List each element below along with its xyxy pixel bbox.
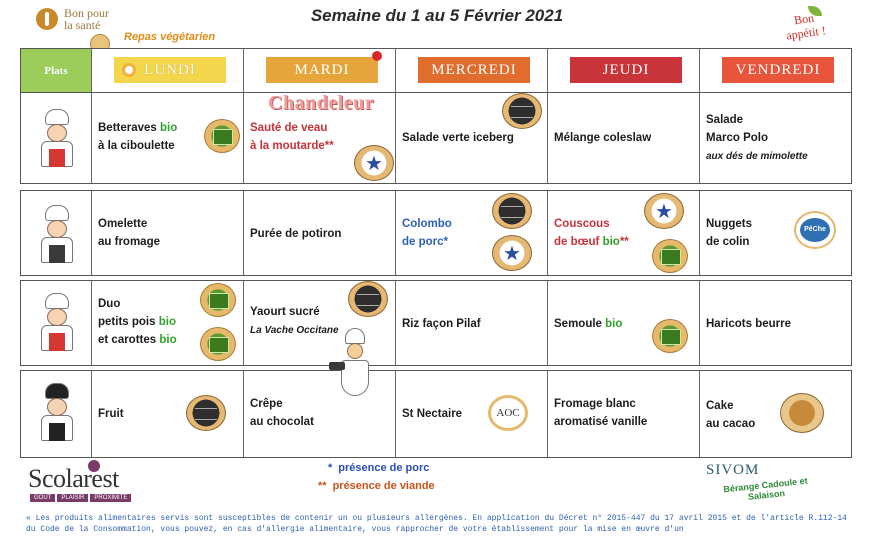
cherry-icon: [372, 51, 382, 61]
dish-text: Nuggets de colin: [706, 218, 752, 248]
chef-icon: [35, 383, 79, 443]
dish-text: Crêpe au chocolat: [250, 398, 314, 428]
day-label: VENDREDI: [735, 61, 821, 78]
chef-icon: [35, 293, 79, 353]
table-row-mains: [20, 190, 852, 276]
day-banner: [266, 57, 378, 83]
tag-proximite: PROXIMITÉ: [90, 494, 131, 502]
scolarest-tagline: [30, 494, 131, 502]
dish-cell: [395, 371, 547, 457]
dish-cell: [91, 93, 243, 183]
organic-label-icon: [200, 283, 236, 317]
table-row-desserts: [20, 370, 852, 458]
homemade-label-icon: [780, 393, 824, 433]
dish-cell: [243, 191, 395, 275]
dish-text: Fromage blanc aromatisé vanille: [554, 398, 648, 428]
dish-text: Yaourt sucré La Vache Occitane: [250, 306, 339, 336]
allergen-notice: « Les produits alimentaires servis sont susceptibles de contenir un ou plusieurs allergènes. En application du Décret n° 2015-447 du 17 avril 2015 et de l'article R.112-14 du Code de la Consommation, vous pouvez, en cas d'allergie alimentaire, vous rapprocher de votre établissement pour la mise en œuvre d'un: [26, 514, 847, 534]
dish-text: Purée de potiron: [250, 228, 342, 240]
girl-chef-icon: [335, 328, 375, 406]
dish-text: Colombo de porc*: [402, 218, 452, 248]
dish-cell: [699, 281, 851, 365]
dish-text: St Nectaire: [402, 408, 463, 420]
day-header-mardi: [243, 49, 395, 92]
flower-icon: [122, 63, 136, 77]
sustainable-fishing-icon: PêChe: [794, 211, 836, 249]
dish-cell: [395, 191, 547, 275]
local-product-icon: [502, 93, 542, 129]
menu-table: [20, 48, 852, 458]
organic-label-icon: [200, 327, 236, 361]
aoc-label-icon: AOC: [488, 395, 528, 431]
chandeleur-banner: Chandeleur: [268, 92, 375, 114]
plats-header: Plats: [21, 49, 91, 92]
legend-pork-text: présence de porc: [338, 462, 430, 474]
french-origin-icon: [492, 235, 532, 271]
vegetarian-label: Repas végétarien: [124, 31, 216, 43]
dish-cell: [547, 371, 699, 457]
page-title: Semaine du 1 au 5 Février 2021: [310, 6, 564, 25]
table-row-starters: [20, 92, 852, 184]
legend-meat-text: présence de viande: [332, 480, 435, 492]
day-header-mercredi: [395, 49, 547, 92]
day-banner: [570, 57, 682, 83]
dish-text: Fruit: [98, 408, 124, 420]
chef-cell: [21, 371, 91, 457]
day-label: MARDI: [294, 61, 350, 78]
dish-cell: [395, 281, 547, 365]
legend-meat: [318, 480, 435, 492]
day-banner: [418, 57, 530, 83]
day-label: MERCREDI: [431, 61, 517, 78]
dish-text: Haricots beurre: [706, 318, 792, 330]
bon-appetit-line2: appétit !: [785, 23, 827, 43]
sivom-logo: SIVOM: [706, 462, 760, 478]
french-origin-icon: [354, 145, 394, 181]
dish-cell: [395, 93, 547, 183]
dish-cell: [547, 281, 699, 365]
dish-text: Salade verte iceberg: [402, 132, 514, 144]
dish-text: Mélange coleslaw: [554, 132, 652, 144]
dish-cell: [91, 371, 243, 457]
organic-label-icon: [652, 319, 688, 353]
dish-text: Duo petits pois bio et carottes bio: [98, 298, 177, 346]
sivom-subtitle: Bérange Cadoule et Salaison: [722, 475, 809, 502]
local-product-icon: [348, 281, 388, 317]
dish-text: Semoule bio: [554, 318, 623, 330]
day-header-lundi: [91, 49, 243, 92]
dish-cell: [699, 371, 851, 457]
dish-text: Sauté de veau à la moutarde**: [250, 122, 334, 152]
organic-label-icon: [652, 239, 688, 273]
day-banner: [722, 57, 834, 83]
table-header-row: [20, 48, 852, 92]
dish-cell: [91, 191, 243, 275]
organic-label-icon: [204, 119, 240, 153]
tag-plaisir: PLAISIR: [57, 494, 88, 502]
dish-text: Riz façon Pilaf: [402, 318, 481, 330]
local-product-icon: [186, 395, 226, 431]
chef-cell: [21, 93, 91, 183]
day-label: JEUDI: [602, 61, 650, 78]
french-origin-icon: [644, 193, 684, 229]
logo-line1: Bon pour: [64, 6, 109, 20]
local-product-icon: [492, 193, 532, 229]
legend-meat-marker: **: [318, 480, 327, 492]
tag-gout: GOÛT: [30, 494, 55, 502]
dish-text: Omelette au fromage: [98, 218, 160, 248]
dish-cell: [547, 191, 699, 275]
chef-cell: [21, 281, 91, 365]
bon-appetit-line1: Bon: [793, 10, 815, 28]
day-banner: [114, 57, 226, 83]
chef-icon: [35, 205, 79, 265]
dish-text: Cake au cacao: [706, 400, 756, 430]
day-label: LUNDI: [144, 61, 196, 78]
dish-text: Salade Marco Polo aux dés de mimolette: [706, 114, 808, 162]
legend-pork: [328, 462, 429, 474]
dish-cell: [547, 93, 699, 183]
logo-line2: la santé: [64, 18, 101, 32]
chef-cell: [21, 191, 91, 275]
dish-text: Couscous de bœuf bio**: [554, 218, 629, 248]
chef-icon: [35, 109, 79, 169]
scolarest-logo: Scolarest: [28, 464, 119, 493]
dish-cell: [91, 281, 243, 365]
dish-cell: [699, 191, 851, 275]
dish-text: Betteraves bio à la ciboulette: [98, 122, 178, 152]
table-row-sides: [20, 280, 852, 366]
dish-cell: [699, 93, 851, 183]
day-header-vendredi: [699, 49, 851, 92]
day-header-jeudi: [547, 49, 699, 92]
legend-pork-marker: *: [328, 462, 333, 474]
